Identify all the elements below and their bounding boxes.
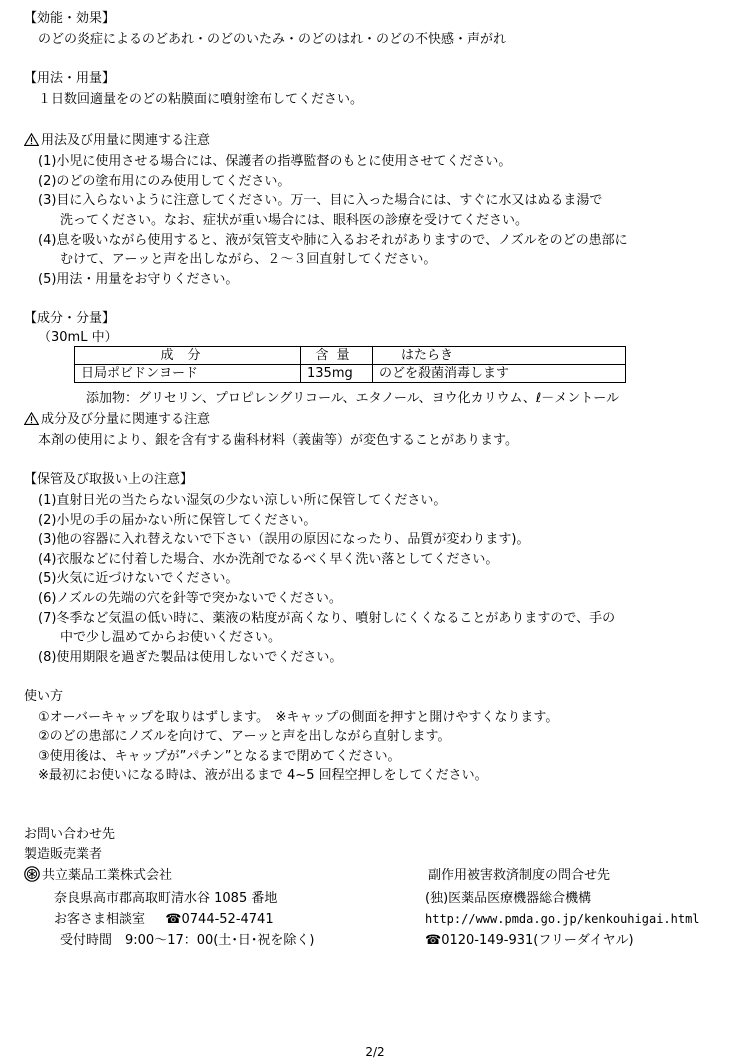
relief-phone-row xyxy=(425,931,634,950)
ingredients-heading: 【成分・分量】 xyxy=(24,311,116,326)
ingredients-table xyxy=(74,346,626,383)
relief-phone: 0120-149-931(フリーダイヤル) xyxy=(441,933,634,948)
relief-url[interactable]: http://www.pmda.go.jp/kenkouhigai.html xyxy=(425,912,700,926)
contact-heading: お問い合わせ先 xyxy=(24,827,116,842)
relief-org: (独)医薬品医療機器総合機構 xyxy=(425,891,592,906)
ingredients-table-header-row xyxy=(75,347,626,365)
page-number: 2/2 xyxy=(365,1045,385,1059)
how-to-step-2: ②のどの患部にノズルを向けて、アーッと声を出しながら直射します。 xyxy=(38,729,451,744)
table-row xyxy=(75,365,626,383)
usage-cautions-heading-row xyxy=(24,131,210,150)
table-header-amount: 含量 xyxy=(301,347,373,365)
warning-triangle-icon xyxy=(24,133,39,146)
storage-item-5: (5)火気に近づけないでください。 xyxy=(38,571,239,586)
ingredient-role: のどを殺菌消毒します xyxy=(373,365,626,383)
how-to-heading: 使い方 xyxy=(24,689,64,704)
consult-row xyxy=(54,910,274,929)
usage-caution-4-cont: むけて、アーッと声を出しながら、２～３回直射してください。 xyxy=(60,252,437,267)
company-row xyxy=(24,866,172,885)
ingredient-cautions-heading: 成分及び分量に関連する注意 xyxy=(41,412,211,427)
effects-heading: 【効能・効果】 xyxy=(24,11,116,26)
usage-text: １日数回適量をのどの粘膜面に噴射塗布してください。 xyxy=(38,92,364,107)
usage-caution-3-cont: 洗ってください。なお、症状が重い場合には、眼科医の診療を受けてください。 xyxy=(60,213,529,228)
consult-label: お客さま相談室 xyxy=(54,912,146,927)
storage-item-7: (7)冬季など気温の低い時に、薬液の粘度が高くなり、噴射しにくくなることがありますので、手の xyxy=(38,611,616,626)
storage-item-6: (6)ノズルの先端の穴を針等で突かないでください。 xyxy=(38,591,342,606)
phone-icon: ☎ xyxy=(425,933,442,948)
table-header-name: 成分 xyxy=(75,347,301,365)
how-to-note: ※最初にお使いになる時は、液が出るまで 4~5 回程空押しをしてください。 xyxy=(38,768,488,783)
storage-item-7-cont: 中で少し温めてからお使いください。 xyxy=(60,630,282,645)
storage-item-4: (4)衣服などに付着した場合、水か洗剤でなるべく早く洗い落としてください。 xyxy=(38,552,499,567)
effects-text: のどの炎症によるのどあれ・のどのいたみ・のどのはれ・のどの不快感・声がれ xyxy=(38,32,507,47)
usage-caution-4: (4)息を吸いながら使用すると、液が気管支や肺に入るおそれがありますので、ノズルをのどの患部に xyxy=(38,233,628,248)
usage-heading: 【用法・用量】 xyxy=(24,71,116,86)
storage-item-2: (2)小児の手の届かない所に保管してください。 xyxy=(38,513,317,528)
storage-heading: 【保管及び取扱い上の注意】 xyxy=(24,472,194,487)
ingredient-amount: 135mg xyxy=(301,365,373,383)
ingredients-per: （30mL 中） xyxy=(38,330,118,345)
usage-caution-2: (2)のどの塗布用にのみ使用してください。 xyxy=(38,174,291,189)
ingredient-name: 日局ポビドンヨード xyxy=(75,365,301,383)
relief-heading: 副作用被害救済制度の問合せ先 xyxy=(428,868,611,883)
usage-cautions-heading: 用法及び用量に関連する注意 xyxy=(41,133,211,148)
company-address: 奈良県高市郡高取町清水谷 1085 番地 xyxy=(54,891,278,906)
ingredient-cautions-heading-row xyxy=(24,410,210,429)
company-logo-icon xyxy=(24,866,40,882)
storage-item-8: (8)使用期限を過ぎた製品は使用しないでください。 xyxy=(38,650,343,665)
phone-icon: ☎ xyxy=(165,912,182,927)
maker-label: 製造販売業者 xyxy=(24,847,103,862)
how-to-step-3: ③使用後は、キャップが”パチン”となるまで閉めてください。 xyxy=(38,749,401,764)
usage-caution-1: (1)小児に使用させる場合には、保護者の指導監督のもとに使用させてください。 xyxy=(38,154,512,169)
storage-item-3: (3)他の容器に入れ替えないで下さい（誤用の原因になったり、品質が変わります)。 xyxy=(38,532,530,547)
how-to-step-1: ①オーバーキャップを取りはずします。 ※キャップの側面を押すと開けやすくなります。 xyxy=(38,710,559,725)
usage-caution-3: (3)目に入らないように注意してください。万一、目に入った場合には、すぐに水又はぬるま湯で xyxy=(38,193,603,208)
company-name: 共立薬品工業株式会社 xyxy=(42,868,173,883)
consult-hours: 受付時間 9:00～17：00(土･日･祝を除く) xyxy=(60,933,315,948)
warning-triangle-icon xyxy=(24,412,39,425)
storage-item-1: (1)直射日光の当たらない湿気の少ない涼しい所に保管してください。 xyxy=(38,493,447,508)
usage-caution-5: (5)用法・用量をお守りください。 xyxy=(38,272,239,287)
table-header-role: はたらき xyxy=(373,347,626,365)
consult-phone: 0744-52-4741 xyxy=(181,912,274,927)
additives-text: 添加物：グリセリン、プロピレングリコール、エタノール、ヨウ化カリウム、ℓ－メントール xyxy=(86,391,619,406)
ingredient-cautions-text: 本剤の使用により、銀を含有する歯科材料（義歯等）が変色することがあります。 xyxy=(38,433,518,448)
